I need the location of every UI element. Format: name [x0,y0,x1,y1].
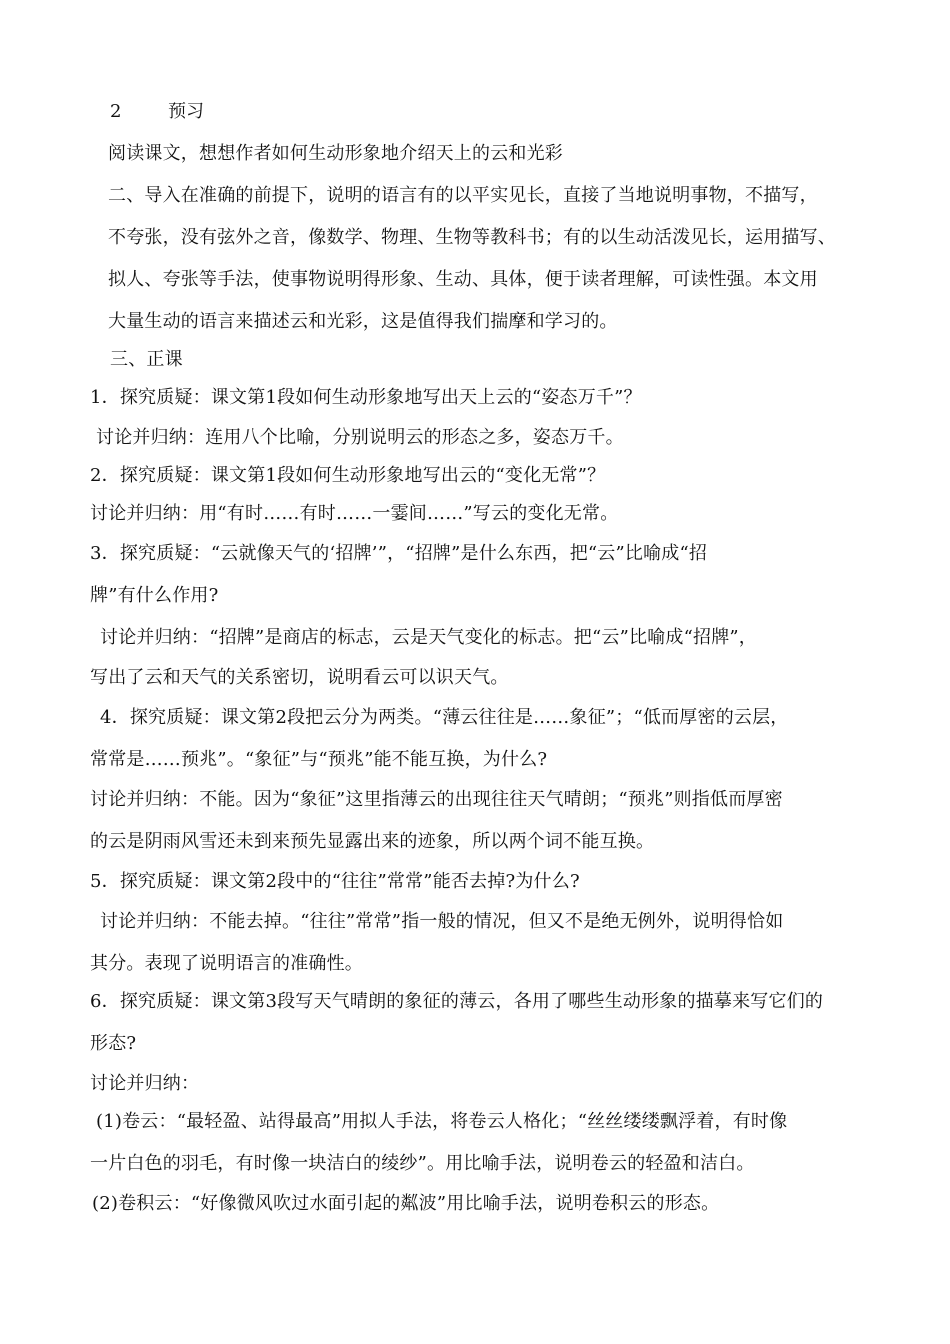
text-line: (2)卷积云：“好像微风吹过水面引起的粼波”用比喻手法，说明卷积云的形态。 [92,1193,720,1214]
section-heading: 预习 [168,101,204,122]
text-line: 形态? [90,1033,137,1054]
text-line: 大量生动的语言来描述云和光彩，这是值得我们揣摩和学习的。 [108,311,618,332]
text-line: 6．探究质疑：课文第3段写天气晴朗的象征的薄云，各用了哪些生动形象的描摹来写它们的 [90,991,824,1012]
text-line: 讨论并归纳：用“有时……有时……一霎间……”写云的变化无常。 [90,503,619,524]
text-line: 4．探究质疑：课文第2段把云分为两类。“薄云往往是……象征”；“低而厚密的云层， [100,707,789,728]
text-line: (1)卷云：“最轻盈、站得最高”用拟人手法，将卷云人格化；“丝丝缕缕飘浮着，有时像 [96,1111,788,1132]
text-line: 拟人、夸张等手法，使事物说明得形象、生动、具体，便于读者理解，可读性强。本文用 [108,269,818,290]
section-number: 2 [110,101,122,122]
text-line: 一片白色的羽毛，有时像一块洁白的绫纱”。用比喻手法，说明卷云的轻盈和洁白。 [90,1153,755,1174]
text-line: 讨论并归纳：连用八个比喻，分别说明云的形态之多，姿态万千。 [96,427,624,448]
text-line: 三、正课 [110,349,183,370]
text-line: 讨论并归纳：“招牌”是商店的标志，云是天气变化的标志。把“云”比喻成“招牌”， [100,627,758,648]
text-line: 常常是……预兆”。“象征”与“预兆”能不能互换，为什么? [90,749,548,770]
text-line: 二、导入在准确的前提下，说明的语言有的以平实见长，直接了当地说明事物，不描写， [108,185,818,206]
text-line: 不夸张，没有弦外之音，像数学、物理、生物等教科书；有的以生动活泼见长，运用描写、 [108,227,836,248]
text-line: 讨论并归纳：不能。因为“象征”这里指薄云的出现往往天气晴朗；“预兆”则指低而厚密 [90,789,783,810]
text-line: 2．探究质疑：课文第1段如何生动形象地写出云的“变化无常”？ [90,465,606,486]
text-line: 讨论并归纳：不能去掉。“往往”常常”指一般的情况，但又不是绝无例外，说明得恰如 [100,911,784,932]
text-line: 牌”有什么作用? [90,585,219,606]
text-line: 3．探究质疑：“云就像天气的‘招牌’”，“招牌”是什么东西，把“云”比喻成“招 [90,543,708,564]
text-line: 阅读课文，想想作者如何生动形象地介绍天上的云和光彩 [108,143,563,164]
text-line: 其分。表现了说明语言的准确性。 [90,953,363,974]
text-line: 讨论并归纳： [90,1073,200,1094]
text-line: 5．探究质疑：课文第2段中的“往往”常常”能否去掉?为什么? [90,871,580,892]
text-line: 写出了云和天气的关系密切，说明看云可以识天气。 [90,667,509,688]
text-line: 1．探究质疑：课文第1段如何生动形象地写出天上云的“姿态万千”？ [90,387,642,408]
text-line: 的云是阴雨风雪还未到来预先显露出来的迹象，所以两个词不能互换。 [90,831,655,852]
